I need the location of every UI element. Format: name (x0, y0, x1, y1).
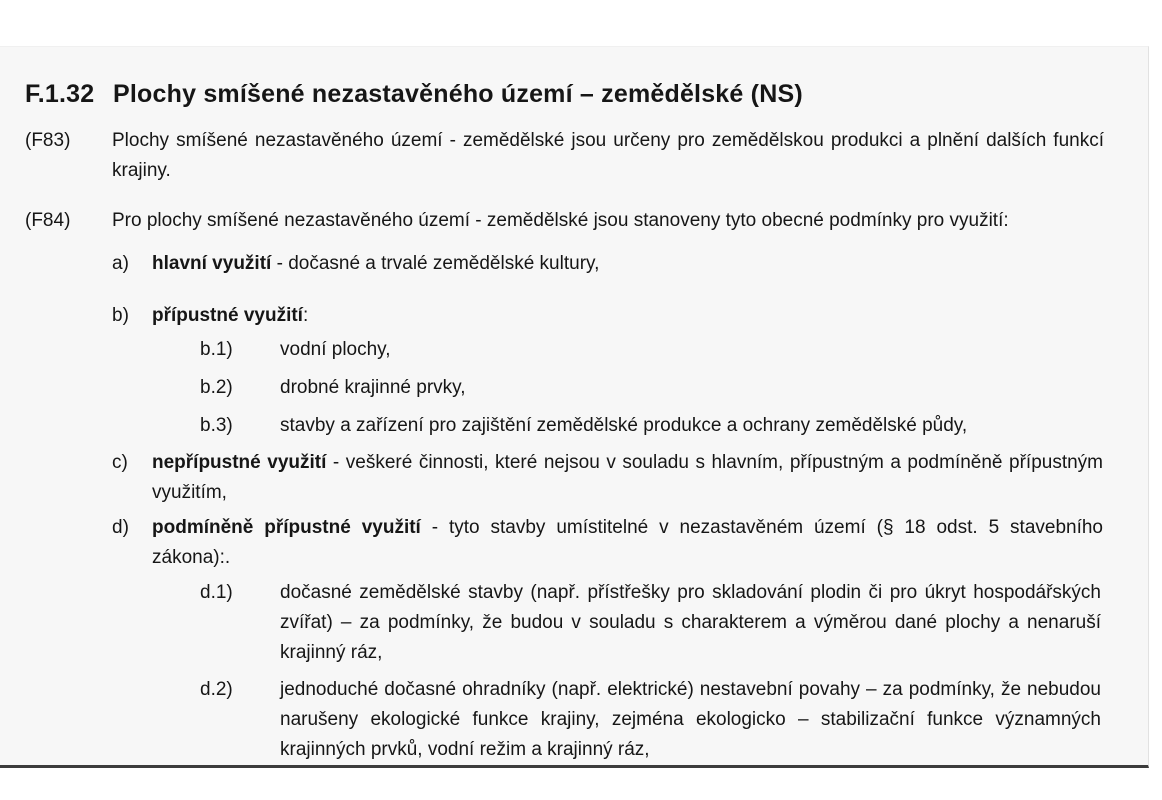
item-label: a) (112, 253, 129, 274)
subitem-text: stavby a zařízení pro zajištění zemědělské produkce a ochrany zemědělské půdy, (280, 415, 968, 436)
paragraph-text: Pro plochy smíšené nezastavěného území - zemědělské jsou stanoveny tyto obecné podmínky pro využití: (112, 210, 1009, 231)
paragraph-label: (F84) (25, 210, 71, 231)
subitem-label: b.3) (200, 415, 233, 436)
item-label: b) (112, 305, 129, 326)
paragraph-text: Plochy smíšené nezastavěného území - zemědělské jsou určeny pro zemědělskou produkci a plnění dalších funkcí krajiny. (112, 130, 1104, 181)
section-number: F.1.32 (25, 80, 95, 108)
list-subitem-d2 (200, 675, 1101, 765)
list-subitem-b1 (200, 335, 1101, 365)
list-item-b (112, 301, 1103, 331)
item-term: hlavní využití (152, 253, 272, 274)
document-page (0, 46, 1149, 768)
paragraph-f84 (25, 206, 1104, 236)
item-label: d) (112, 517, 129, 538)
item-term: podmíněně přípustné využití (152, 517, 421, 538)
subitem-label: b.1) (200, 339, 233, 360)
item-text: přípustné využití: (152, 305, 309, 326)
list-subitem-b3 (200, 411, 1101, 441)
list-item-d (112, 513, 1103, 573)
item-text: hlavní využití - dočasné a trvalé zemědělské kultury, (152, 253, 600, 274)
subitem-label: d.1) (200, 582, 233, 603)
list-item-a (112, 249, 1103, 279)
subitem-label: b.2) (200, 377, 233, 398)
section-heading (25, 77, 1104, 111)
subitem-text: jednoduché dočasné ohradníky (např. elektrické) nestavební povahy – za podmínky, že nebudou narušeny ekologické funkce krajiny, zejména ekologicko – stabilizační funkce významných krajinných prvků, vodní režim a krajinný ráz, (280, 679, 1101, 760)
section-title: Plochy smíšené nezastavěného území – zemědělské (NS) (113, 80, 803, 108)
item-term: nepřípustné využití (152, 452, 327, 473)
item-label: c) (112, 452, 128, 473)
subitem-label: d.2) (200, 679, 233, 700)
subitem-text: dočasné zemědělské stavby (např. přístřešky pro skladování plodin či pro úkryt hospodářských zvířat) – za podmínky, že budou v souladu s charakterem a výměrou dané plochy a nenaruší krajinný ráz, (280, 582, 1101, 663)
paragraph-f83 (25, 126, 1104, 186)
item-term: přípustné využití (152, 305, 303, 326)
item-text: podmíněně přípustné využití - tyto stavby umístitelné v nezastavěném území (§ 18 odst. 5 stavebního zákona):. (152, 517, 1103, 568)
subitem-text: vodní plochy, (280, 339, 391, 360)
list-subitem-b2 (200, 373, 1101, 403)
paragraph-label: (F83) (25, 130, 71, 151)
list-item-c (112, 448, 1103, 508)
subitem-text: drobné krajinné prvky, (280, 377, 466, 398)
item-text: nepřípustné využití - veškeré činnosti, které nejsou v souladu s hlavním, přípustným a podmíněně přípustným využitím, (152, 452, 1103, 503)
list-subitem-d1 (200, 578, 1101, 668)
